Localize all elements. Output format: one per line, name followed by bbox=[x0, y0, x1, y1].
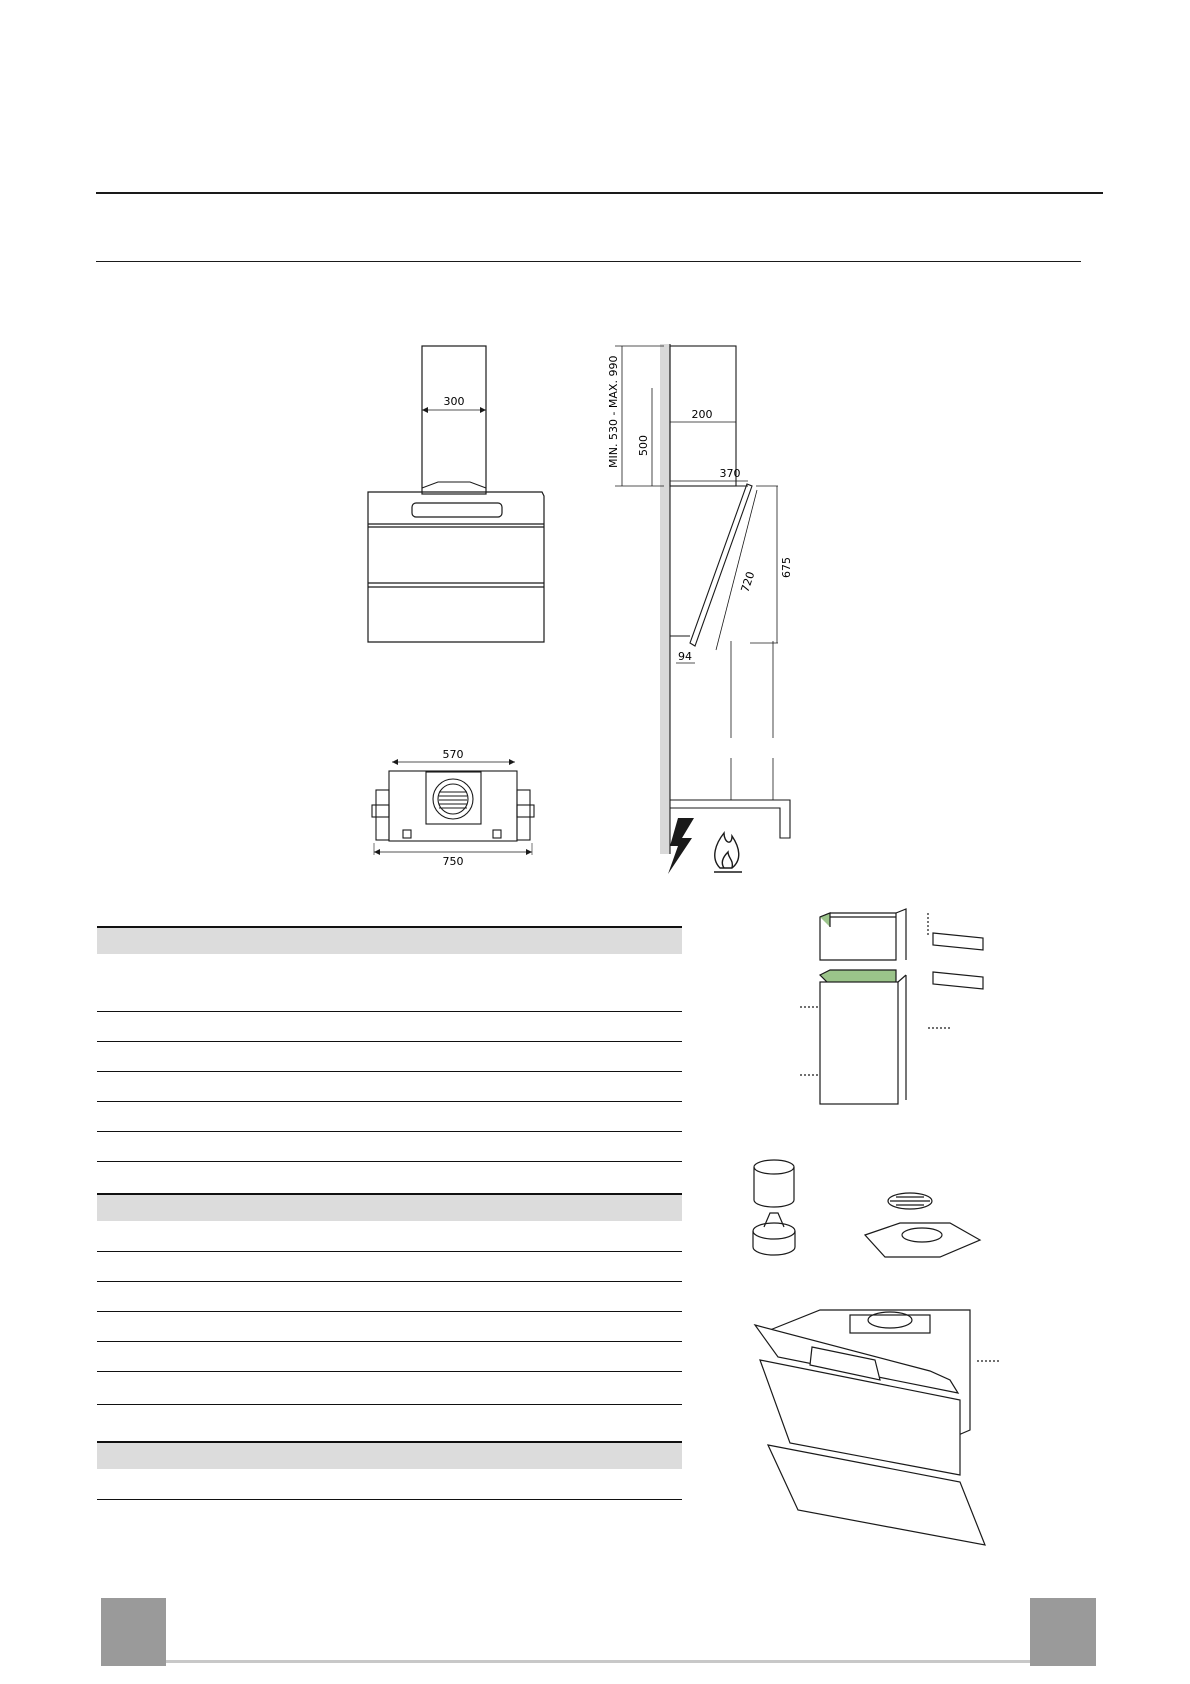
front-width-label: 300 bbox=[443, 395, 465, 408]
front-view-drawing bbox=[360, 340, 560, 660]
table-group-3 bbox=[97, 1441, 682, 1500]
footer-tab-left bbox=[101, 1598, 166, 1666]
front-canopy bbox=[368, 492, 544, 642]
flame-icon bbox=[714, 833, 742, 872]
wall bbox=[660, 344, 670, 854]
lower-chimney bbox=[820, 970, 906, 1104]
table-row bbox=[97, 1372, 682, 1405]
table-row bbox=[97, 1282, 682, 1312]
table-row bbox=[97, 1072, 682, 1102]
table-header bbox=[97, 1193, 682, 1221]
side-hood-height-label: 675 bbox=[780, 557, 793, 578]
table-group-1 bbox=[97, 926, 682, 1162]
upper-chimney bbox=[820, 909, 906, 960]
table-row bbox=[97, 1221, 682, 1252]
top-view-drawing bbox=[365, 745, 545, 868]
header-rule-thick bbox=[96, 192, 1103, 194]
grease-grille bbox=[888, 1193, 932, 1209]
table-header bbox=[97, 926, 682, 954]
wall-brackets bbox=[933, 933, 983, 989]
top-inner-width-label: 570 bbox=[442, 748, 464, 761]
footer-tab-right bbox=[1030, 1598, 1096, 1666]
side-view-drawing bbox=[607, 338, 820, 878]
side-canopy-depth-label: 370 bbox=[719, 467, 741, 480]
table-header bbox=[97, 1441, 682, 1469]
side-chimney-depth-label: 200 bbox=[691, 408, 713, 421]
table-row bbox=[97, 1252, 682, 1282]
table-row bbox=[97, 954, 682, 1012]
front-chimney bbox=[422, 346, 486, 494]
table-row bbox=[97, 1042, 682, 1072]
top-overall-width-label: 750 bbox=[442, 855, 464, 868]
table-row bbox=[97, 1312, 682, 1342]
table-row bbox=[97, 1469, 682, 1500]
table-row bbox=[97, 1102, 682, 1132]
side-bottom-offset-label: 94 bbox=[678, 650, 692, 663]
side-glass-panel bbox=[690, 484, 752, 646]
lightning-icon bbox=[668, 818, 694, 874]
table-group-2 bbox=[97, 1193, 682, 1405]
front-handle bbox=[412, 503, 502, 517]
table-row bbox=[97, 1012, 682, 1042]
table-row bbox=[97, 1342, 682, 1372]
footer-rule bbox=[166, 1660, 1030, 1663]
table-row bbox=[97, 1132, 682, 1162]
non-return-valve bbox=[753, 1213, 795, 1255]
side-chimney-height-label: 500 bbox=[637, 435, 650, 456]
header-rule-thin bbox=[96, 261, 1081, 262]
motor-plate bbox=[865, 1223, 980, 1257]
side-glass-length-label: 720 bbox=[738, 569, 758, 594]
adapter-ring bbox=[754, 1160, 794, 1207]
exploded-view-drawing bbox=[700, 905, 1030, 1555]
side-height-range-label: MIN. 530 - MAX. 990 bbox=[607, 355, 620, 468]
hood-body bbox=[755, 1310, 985, 1545]
